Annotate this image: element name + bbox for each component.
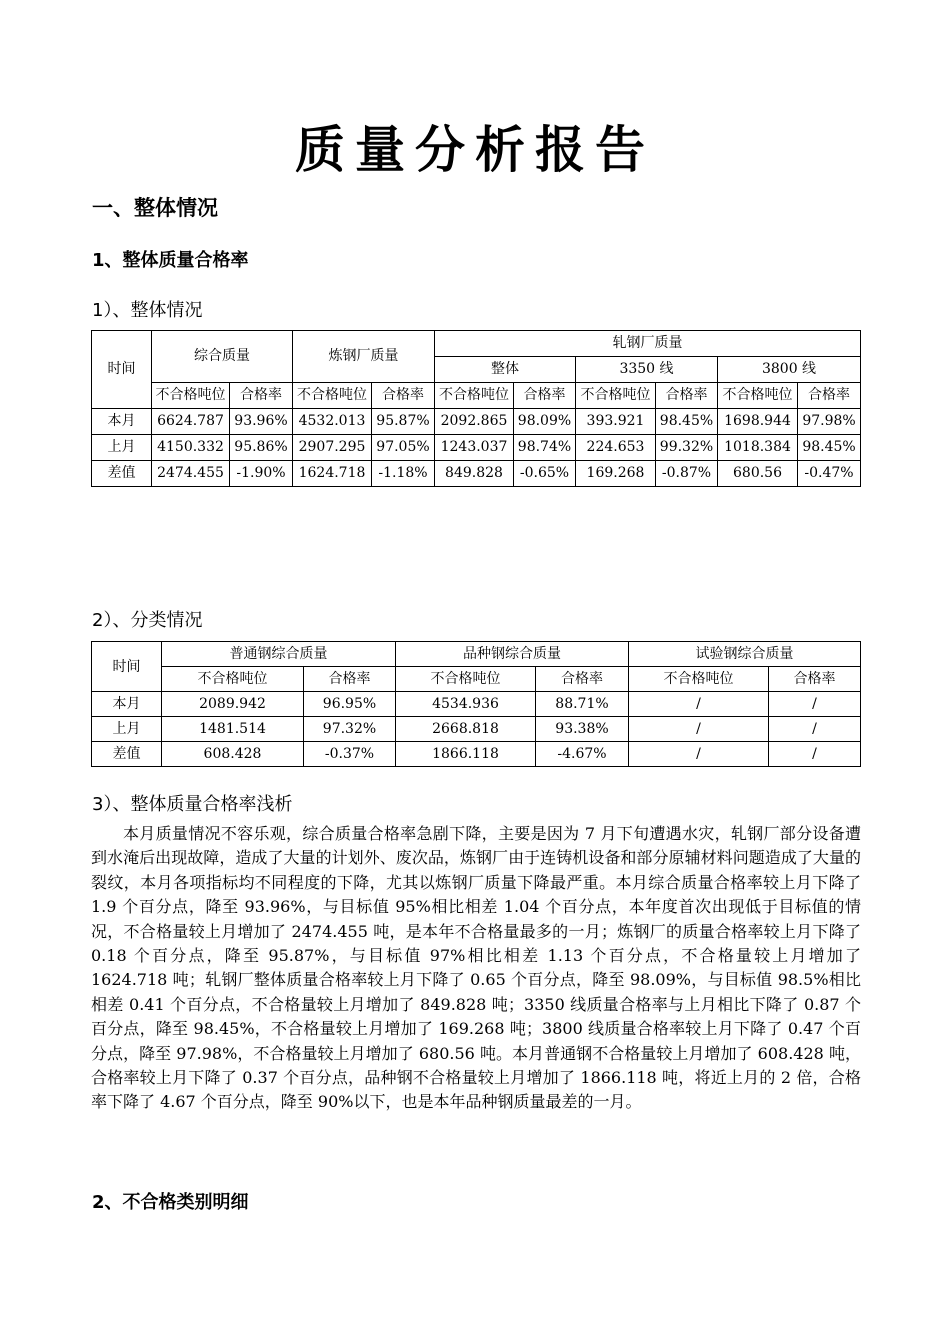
table-cell: / xyxy=(769,742,861,767)
table-cell: 2089.942 xyxy=(162,692,304,717)
column-header-rate: 合格率 xyxy=(514,383,576,409)
table-row xyxy=(92,742,861,767)
comprehensive-quality-header: 综合质量 xyxy=(152,331,293,383)
time-header: 时间 xyxy=(92,331,152,409)
table-cell: 97.98% xyxy=(798,409,861,435)
column-header-unqualified: 不合格吨位 xyxy=(435,383,514,409)
table-cell: 4150.332 xyxy=(152,435,230,461)
page-title: 质量分析报告 xyxy=(295,121,655,179)
table-cell: / xyxy=(769,692,861,717)
table-row xyxy=(92,435,861,461)
subheading-overall: 1）、整体情况 xyxy=(92,300,203,321)
table-cell: 98.45% xyxy=(656,409,718,435)
row-label: 上月 xyxy=(92,435,152,461)
time-header: 时间 xyxy=(92,642,162,692)
column-header-rate: 合格率 xyxy=(656,383,718,409)
table-cell: 4532.013 xyxy=(293,409,372,435)
table-cell: 608.428 xyxy=(162,742,304,767)
table-cell: -0.37% xyxy=(304,742,396,767)
table-cell: 97.32% xyxy=(304,717,396,742)
ordinary-steel-header: 普通钢综合质量 xyxy=(162,642,396,667)
column-header-rate: 合格率 xyxy=(230,383,293,409)
table-cell: 99.32% xyxy=(656,435,718,461)
table-cell: 1698.944 xyxy=(718,409,798,435)
category-quality-table xyxy=(91,641,861,767)
table-cell: 2668.818 xyxy=(396,717,536,742)
table-cell: 2092.865 xyxy=(435,409,514,435)
column-header-unqualified: 不合格吨位 xyxy=(162,667,304,692)
table-cell: 2474.455 xyxy=(152,461,230,487)
table-cell: 680.56 xyxy=(718,461,798,487)
table-cell: 1481.514 xyxy=(162,717,304,742)
table-cell: 4534.936 xyxy=(396,692,536,717)
table-row xyxy=(92,409,861,435)
variety-steel-header: 品种钢综合质量 xyxy=(396,642,629,667)
overall-quality-table xyxy=(91,330,861,487)
column-header-unqualified: 不合格吨位 xyxy=(629,667,769,692)
analysis-paragraph: 本月质量情况不容乐观，综合质量合格率急剧下降，主要是因为 7 月下旬遭遇水灾，轧钢厂部分设备遭到水淹后出现故障，造成了大量的计划外、废次品，炼钢厂由于连铸机设备和部分原辅材料问题造成了大量的裂纹，本月各项指标均不同程度的下降，尤其以炼钢厂质量下降最严重。本月综合质量合格率较上月下降了 1.9 个百分点，降至 93.96%，与目标值 95%相比相差 1.04 个百分点，本年度首次出现低于目标值的情况，不合格量较上月增加了 2474.455 吨，是本年不合格量最多的一月；炼钢厂的质量合格率较上月下降了 0.18 个百分点，降至 95.87%，与目标值 97%相比相差 1.13 个百分点，不合格量较上月增加了 1624.718 吨；轧钢厂整体质量合格率较上月下降了 0.65 个百分点，降至 98.09%，与目标值 98.5%相比相差 0.41 个百分点，不合格量较上月增加了 849.828 吨；3350 线质量合格率与上月相比下降了 0.87 个百分点，降至 98.45%，不合格量较上月增加了 169.268 吨；3800 线质量合格率较上月下降了 0.47 个百分点，降至 97.98%，不合格量较上月增加了 680.56 吨。本月普通钢不合格量较上月增加了 608.428 吨，合格率较上月下降了 0.37 个百分点，品种钢不合格量较上月增加了 1866.118 吨，将近上月的 2 倍，合格率下降了 4.67 个百分点，降至 90%以下，也是本年品种钢质量最差的一月。 xyxy=(91,824,861,1112)
table-cell: -1.18% xyxy=(372,461,435,487)
table-cell: 393.921 xyxy=(576,409,656,435)
table-cell: / xyxy=(629,692,769,717)
column-header-unqualified: 不合格吨位 xyxy=(718,383,798,409)
table-cell: 97.05% xyxy=(372,435,435,461)
section-heading-pass-rate: 1、整体质量合格率 xyxy=(92,250,249,271)
table-cell: 6624.787 xyxy=(152,409,230,435)
table-cell: 849.828 xyxy=(435,461,514,487)
table-cell: 1243.037 xyxy=(435,435,514,461)
table-cell: 98.45% xyxy=(798,435,861,461)
table-cell: -1.90% xyxy=(230,461,293,487)
steelmaking-quality-header: 炼钢厂质量 xyxy=(293,331,435,383)
row-label: 差值 xyxy=(92,742,162,767)
line-3350-header: 3350 线 xyxy=(576,357,718,383)
row-label: 本月 xyxy=(92,409,152,435)
rolling-overall-header: 整体 xyxy=(435,357,576,383)
table-cell: 95.86% xyxy=(230,435,293,461)
table-cell: 93.38% xyxy=(536,717,629,742)
table-cell: 98.74% xyxy=(514,435,576,461)
line-3800-header: 3800 线 xyxy=(718,357,861,383)
table-cell: -4.67% xyxy=(536,742,629,767)
table-cell: 169.268 xyxy=(576,461,656,487)
table-cell: 96.95% xyxy=(304,692,396,717)
table-cell: / xyxy=(629,742,769,767)
column-header-rate: 合格率 xyxy=(769,667,861,692)
subheading-category: 2）、分类情况 xyxy=(92,610,203,631)
section-heading-unqualified-details: 2、不合格类别明细 xyxy=(92,1192,249,1213)
table-cell: 98.09% xyxy=(514,409,576,435)
table-cell: -0.87% xyxy=(656,461,718,487)
table-cell: -0.47% xyxy=(798,461,861,487)
column-header-rate: 合格率 xyxy=(304,667,396,692)
row-label: 差值 xyxy=(92,461,152,487)
rolling-quality-header: 轧钢厂质量 xyxy=(435,331,861,357)
table-cell: 93.96% xyxy=(230,409,293,435)
table-row xyxy=(92,717,861,742)
table-cell: 88.71% xyxy=(536,692,629,717)
table-cell: / xyxy=(769,717,861,742)
subheading-analysis: 3）、整体质量合格率浅析 xyxy=(92,794,293,815)
table-cell: / xyxy=(629,717,769,742)
column-header-unqualified: 不合格吨位 xyxy=(396,667,536,692)
row-label: 本月 xyxy=(92,692,162,717)
table-cell: 1624.718 xyxy=(293,461,372,487)
column-header-unqualified: 不合格吨位 xyxy=(152,383,230,409)
table-row xyxy=(92,461,861,487)
column-header-unqualified: 不合格吨位 xyxy=(576,383,656,409)
column-header-rate: 合格率 xyxy=(536,667,629,692)
table-row xyxy=(92,692,861,717)
table-cell: -0.65% xyxy=(514,461,576,487)
row-label: 上月 xyxy=(92,717,162,742)
column-header-unqualified: 不合格吨位 xyxy=(293,383,372,409)
column-header-rate: 合格率 xyxy=(798,383,861,409)
table-cell: 95.87% xyxy=(372,409,435,435)
table-cell: 2907.295 xyxy=(293,435,372,461)
section-heading-overall: 一、整体情况 xyxy=(92,196,218,220)
test-steel-header: 试验钢综合质量 xyxy=(629,642,861,667)
table-cell: 1018.384 xyxy=(718,435,798,461)
table-cell: 224.653 xyxy=(576,435,656,461)
table-cell: 1866.118 xyxy=(396,742,536,767)
column-header-rate: 合格率 xyxy=(372,383,435,409)
